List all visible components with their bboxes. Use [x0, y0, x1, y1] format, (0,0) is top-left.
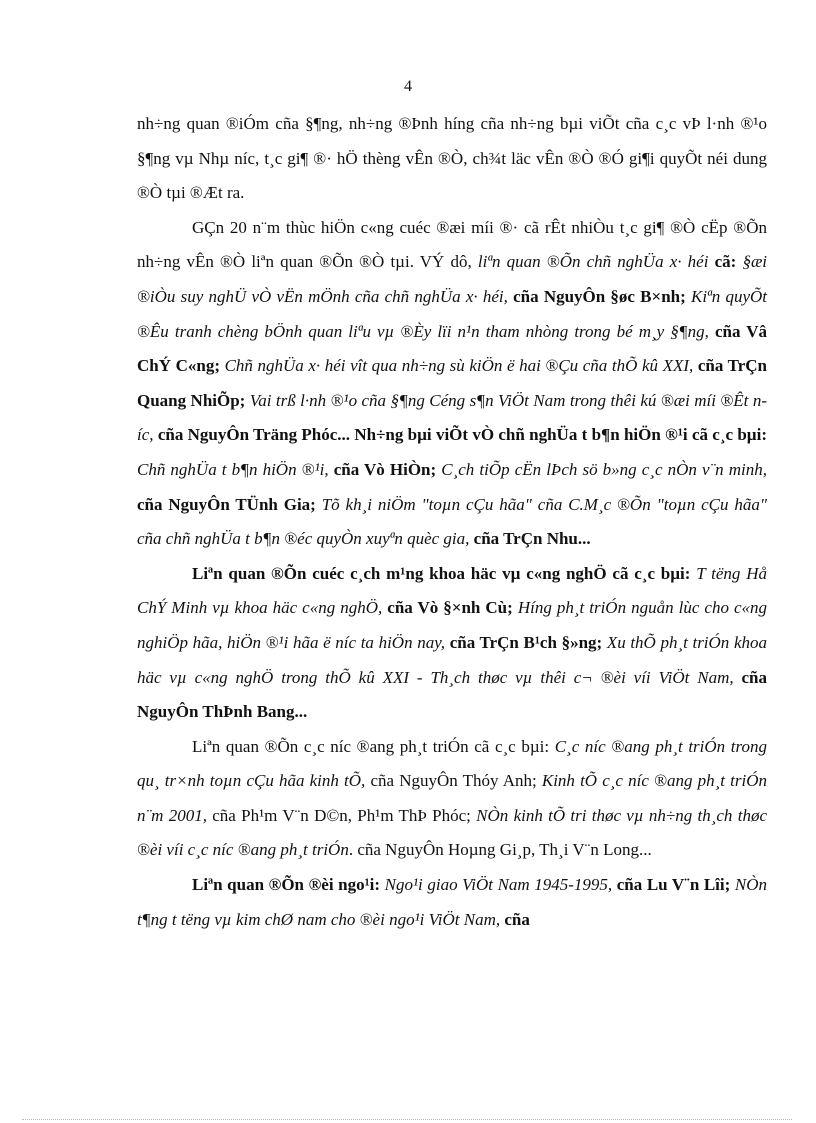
italic-title-run: T tëng Hå ChÝ Minh vµ khoa häc c«ng nghÖ, — [137, 563, 767, 618]
text-run: cña NguyÔn §øc B×nh; — [507, 286, 691, 306]
italic-title-run: Kinh tÕ c¸c níc ®ang ph¸t triÓn n¨m 2001, — [137, 771, 767, 825]
paragraph — [137, 211, 767, 557]
italic-title-run: §æi ®iÒu suy nghÜ vÒ vËn mÖnh cña chñ nghÜa x· héi, — [137, 252, 767, 306]
italic-title-run: Chñ nghÜa x· héi vît qua nh÷ng sù kiÖn ë hai ®Çu cña thÕ kû XXI, — [224, 356, 694, 376]
text-run: cña NguyÔn ThÞnh Bang... — [137, 667, 768, 722]
text-run: cña NguyÔn Thóy Anh; — [365, 771, 542, 791]
page-number: 4 — [404, 78, 412, 95]
document-body — [137, 107, 767, 937]
text-run: cña Ph¹m V¨n D©n, Ph¹m ThÞ Phóc; — [206, 805, 477, 825]
page-bottom-divider — [22, 1119, 792, 1120]
italic-title-run: Vai trß l·nh ®¹o cña §¶ng Céng s¶n ViÖt Nam trong thêi kú ®æi míi ®Êt níc, — [137, 390, 767, 445]
paragraph — [137, 868, 767, 937]
italic-title-run: NÒn kinh tÕ tri thøc vµ nh÷ng th¸ch thøc ®èi víi c¸c níc ®ang ph¸t triÓn — [137, 805, 767, 860]
text-run: cña — [500, 909, 530, 929]
italic-title-run: Chñ nghÜa t b¶n hiÖn ®¹i, — [137, 459, 329, 479]
text-run: cña NguyÔn TÜnh Gia; — [137, 494, 322, 514]
italic-title-run: Ngo¹i giao ViÖt Nam 1945-1995, — [384, 875, 613, 895]
paragraph — [137, 730, 767, 868]
text-run: Liªn quan ®Õn cuéc c¸ch m¹ng khoa häc vµ c«ng nghÖ cã c¸c bµi: — [192, 563, 697, 583]
text-run: Liªn quan ®Õn ®èi ngo¹i: — [192, 875, 385, 895]
text-run: cña TrÇn Quang NhiÕp; — [137, 356, 767, 410]
italic-title-run: Tõ kh¸i niÖm "toµn cÇu hãa" cña C.M¸c ®Õn "toµn cÇu hãa" cña chñ nghÜa t b¶n ®éc quyÒn xuyªn quèc gia, — [137, 494, 768, 549]
italic-title-run: Xu thÕ ph¸t triÓn khoa häc vµ c«ng nghÖ trong thÕ kû XXI - Th¸ch thøc vµ thêi c¬ ®èi víi ViÖt Nam, — [137, 632, 767, 687]
italic-title-run: Kiªn quyÕt ®Êu tranh chèng bÖnh quan liªu vµ ®Èy lïi n¹n tham nhòng trong bé m¸y §¶ng, — [137, 286, 767, 341]
text-run: cña Lu V¨n Lîi; — [612, 875, 735, 895]
text-run: cña TrÇn B¹ch §»ng; — [445, 632, 607, 652]
text-run: nh÷ng quan ®iÓm cña §¶ng, nh÷ng ®Þnh híng cña nh÷ng bµi viÕt cña c¸c vÞ l·nh ®¹o §¶ng vµ Nhµ níc, t¸c gi¶ ®· hÖ thèng vÊn ®Ò, ch¾t läc vÊn ®Ò ®Ó gi¶i quyÕt néi dung ®Ò tµi ®Æt ra. — [137, 114, 767, 203]
text-run: cña Vò HiÒn; — [328, 459, 442, 479]
text-run: cña NguyÔn Träng Phóc... Nh÷ng bµi viÕt vÒ chñ nghÜa t b¶n hiÖn ®¹i cã c¸c bµi: — [153, 425, 767, 445]
italic-title-run: NÒn t¶ng t tëng vµ kim chØ nam cho ®èi ngo¹i ViÖt Nam, — [137, 875, 767, 929]
italic-title-run: liªn quan ®Õn chñ nghÜa x· héi — [477, 252, 709, 272]
text-run: cña TrÇn Nhu... — [469, 529, 591, 549]
text-run: . cña NguyÔn Hoµng Gi¸p, Th¸i V¨n Long... — [348, 840, 652, 860]
text-run: cña Vò §×nh Cù; — [382, 598, 518, 618]
paragraph — [137, 557, 767, 730]
text-run: cã: — [708, 252, 743, 272]
italic-title-run: C¸ch tiÕp cËn lÞch sö b»ng c¸c nÒn v¨n minh, — [441, 459, 767, 479]
italic-title-run: C¸c níc ®ang ph¸t triÓn trong qu¸ tr×nh toµn cÇu hãa kinh tÕ, — [137, 736, 767, 791]
text-run: Liªn quan ®Õn c¸c níc ®ang ph¸t triÓn cã c¸c bµi: — [192, 736, 555, 756]
text-run: GÇn 20 n¨m thùc hiÖn c«ng cuéc ®æi míi ®· cã rÊt nhiÒu t¸c gi¶ ®Ò cËp ®Õn nh÷ng vÊn ®Ò liªn quan ®Õn ®Ò tµi. VÝ dô, — [137, 217, 767, 272]
italic-title-run: Híng ph¸t triÓn nguån lùc cho c«ng nghiÖp hãa, hiÖn ®¹i hãa ë níc ta hiÖn nay, — [137, 598, 767, 652]
paragraph — [137, 107, 767, 211]
text-run: cña Vâ ChÝ C«ng; — [137, 321, 767, 376]
